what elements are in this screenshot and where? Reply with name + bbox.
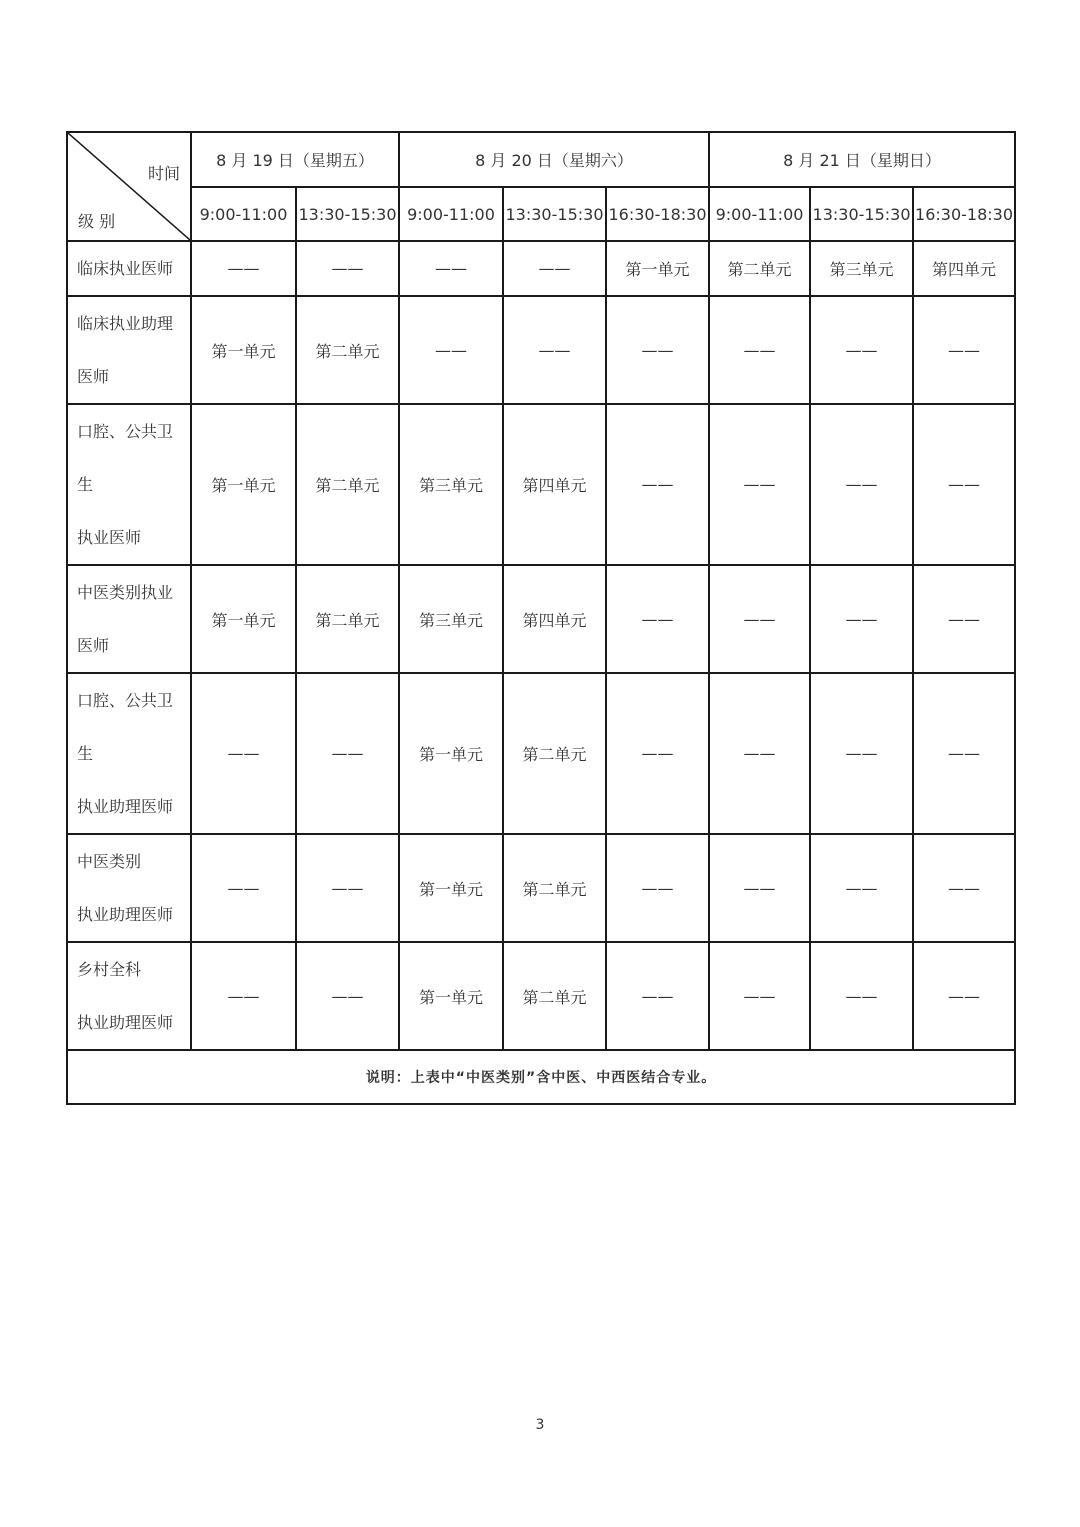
schedule-cell: —— (709, 404, 810, 565)
schedule-cell: —— (913, 565, 1015, 673)
schedule-cell: —— (913, 942, 1015, 1050)
level-category-line: 乡村全科 (77, 960, 142, 979)
header-date-row (67, 132, 1015, 187)
schedule-cell: —— (606, 834, 709, 942)
schedule-cell: —— (296, 834, 399, 942)
table-row (67, 834, 1015, 942)
schedule-cell: 第三单元 (399, 404, 503, 565)
schedule-cell: 第三单元 (399, 565, 503, 673)
time-slot-header: 16:30-18:30 (913, 187, 1015, 241)
date-header: 8 月 20 日（星期六） (399, 132, 709, 187)
schedule-cell: 第二单元 (503, 834, 606, 942)
level-category-cell (67, 942, 191, 1050)
header-slot-row (67, 187, 1015, 241)
table-row (67, 404, 1015, 565)
schedule-cell: 第四单元 (503, 404, 606, 565)
level-category-line: 执业助理医师 (77, 1013, 174, 1032)
schedule-cell: 第四单元 (913, 241, 1015, 296)
schedule-cell: —— (913, 834, 1015, 942)
schedule-cell: 第一单元 (399, 673, 503, 834)
schedule-cell: 第一单元 (191, 296, 296, 404)
level-label: 级 别 (78, 212, 116, 231)
schedule-cell: —— (810, 942, 913, 1050)
level-category-line: 医师 (77, 636, 110, 655)
schedule-cell: 第一单元 (191, 565, 296, 673)
time-slot-header: 16:30-18:30 (606, 187, 709, 241)
schedule-cell: —— (296, 241, 399, 296)
level-category-line: 口腔、公共卫 (77, 422, 174, 441)
schedule-cell: —— (709, 942, 810, 1050)
time-slot-header: 9:00-11:00 (709, 187, 810, 241)
level-category-cell (67, 241, 191, 296)
level-category-cell (67, 404, 191, 565)
level-category-line: 生 (77, 475, 94, 494)
level-category-line: 生 (77, 744, 94, 763)
level-category-cell (67, 673, 191, 834)
schedule-cell: —— (191, 673, 296, 834)
schedule-cell: —— (810, 565, 913, 673)
time-slot-header: 13:30-15:30 (296, 187, 399, 241)
schedule-cell: —— (709, 673, 810, 834)
time-slot-header: 13:30-15:30 (810, 187, 913, 241)
table-row (67, 942, 1015, 1050)
schedule-cell: 第二单元 (503, 673, 606, 834)
table-row (67, 296, 1015, 404)
schedule-cell: —— (810, 404, 913, 565)
schedule-cell: —— (503, 241, 606, 296)
schedule-cell: 第一单元 (399, 834, 503, 942)
level-category-line: 中医类别执业 (77, 583, 174, 602)
schedule-cell: 第二单元 (709, 241, 810, 296)
time-label: 时间 (147, 164, 180, 183)
table-row (67, 241, 1015, 296)
schedule-cell: 第三单元 (810, 241, 913, 296)
schedule-cell: 第一单元 (606, 241, 709, 296)
schedule-cell: 第一单元 (399, 942, 503, 1050)
schedule-cell: —— (913, 404, 1015, 565)
schedule-cell: 第二单元 (296, 404, 399, 565)
level-category-line: 执业助理医师 (77, 905, 174, 924)
level-category-line: 执业医师 (77, 528, 142, 547)
schedule-cell: —— (709, 565, 810, 673)
schedule-cell: —— (296, 673, 399, 834)
schedule-cell: —— (606, 296, 709, 404)
level-category-line: 医师 (77, 367, 110, 386)
level-category-cell (67, 834, 191, 942)
schedule-cell: 第二单元 (296, 296, 399, 404)
time-slot-header: 9:00-11:00 (399, 187, 503, 241)
schedule-cell: —— (810, 296, 913, 404)
schedule-cell: —— (191, 942, 296, 1050)
level-category-cell (67, 565, 191, 673)
schedule-cell: 第二单元 (296, 565, 399, 673)
schedule-cell: —— (709, 296, 810, 404)
level-category-line: 执业助理医师 (77, 797, 174, 816)
diagonal-header-cell (67, 132, 191, 241)
date-header: 8 月 19 日（星期五） (191, 132, 399, 187)
table-note: 说明：上表中“中医类别”含中医、中西医结合专业。 (67, 1050, 1015, 1104)
schedule-cell: —— (810, 834, 913, 942)
time-slot-header: 9:00-11:00 (191, 187, 296, 241)
level-category-line: 口腔、公共卫 (77, 691, 174, 710)
schedule-cell: —— (399, 296, 503, 404)
page-number: 3 (535, 1417, 545, 1433)
schedule-cell: —— (913, 296, 1015, 404)
date-header: 8 月 21 日（星期日） (709, 132, 1015, 187)
schedule-cell: —— (606, 942, 709, 1050)
time-slot-header: 13:30-15:30 (503, 187, 606, 241)
schedule-cell: —— (913, 673, 1015, 834)
table-row (67, 565, 1015, 673)
level-category-line: 中医类别 (77, 852, 142, 871)
schedule-cell: —— (606, 404, 709, 565)
schedule-cell: 第一单元 (191, 404, 296, 565)
schedule-cell: —— (399, 241, 503, 296)
level-category-line: 临床执业医师 (77, 259, 174, 278)
table-row (67, 673, 1015, 834)
level-category-line: 临床执业助理 (77, 314, 174, 333)
level-category-cell (67, 296, 191, 404)
schedule-cell: —— (810, 673, 913, 834)
schedule-cell: 第二单元 (503, 942, 606, 1050)
schedule-cell: —— (503, 296, 606, 404)
schedule-body (67, 241, 1015, 1050)
schedule-cell: —— (606, 673, 709, 834)
note-row (67, 1050, 1015, 1104)
schedule-cell: —— (709, 834, 810, 942)
schedule-cell: —— (296, 942, 399, 1050)
schedule-cell: 第四单元 (503, 565, 606, 673)
schedule-cell: —— (191, 241, 296, 296)
exam-schedule-table (66, 131, 1016, 1105)
schedule-cell: —— (191, 834, 296, 942)
schedule-cell: —— (606, 565, 709, 673)
